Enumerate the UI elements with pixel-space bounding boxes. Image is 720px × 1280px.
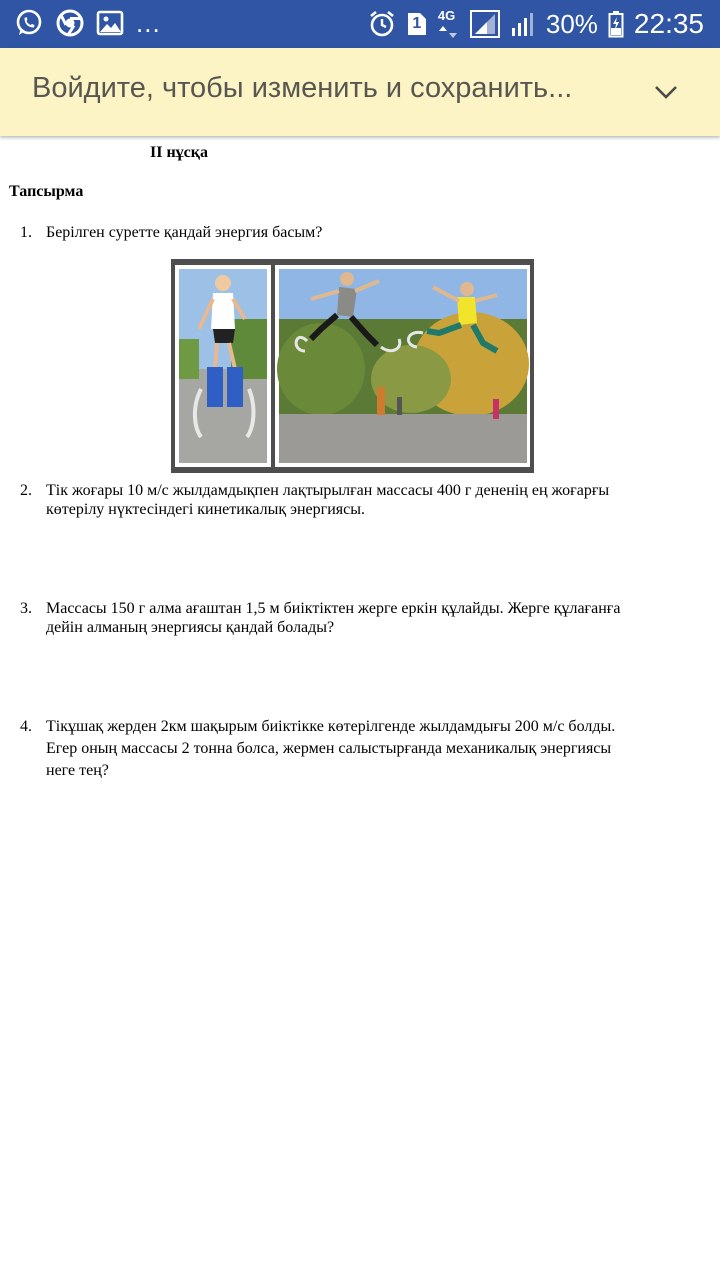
- alarm-icon: [368, 10, 396, 38]
- network-type: [438, 9, 460, 39]
- question-line: Берілген суретте қандай энергия басым?: [46, 224, 323, 241]
- sign-in-banner-text[interactable]: Войдите, чтобы изменить и сохранить...: [32, 72, 573, 104]
- question-text: [46, 599, 712, 637]
- question-text: [46, 716, 712, 782]
- chrome-icon: [56, 9, 84, 37]
- question-4: [0, 716, 720, 786]
- chevron-down-icon[interactable]: [652, 78, 680, 106]
- more-notifications: ...: [136, 8, 161, 38]
- question-number: 4.: [20, 718, 32, 735]
- variant-title: II нұсқа: [150, 144, 208, 161]
- section-title: Тапсырма: [9, 183, 84, 200]
- question-number: 2.: [20, 482, 32, 499]
- signal-sim2-icon: [510, 10, 536, 38]
- document-page: [0, 136, 720, 1280]
- sim-number: 1: [412, 15, 422, 32]
- question-line: көтерілу нүктесіндегі кинетикалық энергиясы.: [46, 501, 365, 518]
- sim-badge: [406, 11, 428, 37]
- network-type-label: 4G: [437, 8, 456, 23]
- whatsapp-icon: [14, 8, 44, 38]
- question-line: неге тең?: [46, 762, 109, 779]
- question-line: дейін алманың энергиясы қандай болады?: [46, 619, 335, 636]
- question-number: 1.: [20, 224, 32, 241]
- question-3: [0, 599, 720, 639]
- gallery-icon: [96, 10, 124, 36]
- question-1: [0, 223, 720, 243]
- question-line: Тік жоғары 10 м/с жылдамдықпен лақтырылған массасы 400 г дененің ең жоғарғы: [46, 482, 610, 499]
- data-arrows-icon: [438, 25, 460, 39]
- battery-icon: [608, 10, 624, 38]
- signal-sim1-icon: [470, 10, 500, 38]
- clock: 22:35: [633, 8, 704, 39]
- question-number: 3.: [20, 600, 32, 617]
- question-line: Егер оның массасы 2 тонна болса, жермен салыстырғанда механикалық энергиясы: [46, 740, 612, 757]
- question-2: [0, 481, 720, 521]
- jumping-stilts-photo: [171, 259, 534, 473]
- system-icons: [368, 6, 704, 42]
- question-line: Тікұшақ жерден 2км шақырым биіктікке көтерілгенде жылдамдығы 200 м/с болды.: [46, 718, 616, 735]
- status-bar: [0, 0, 720, 48]
- sign-in-banner[interactable]: [0, 48, 720, 136]
- question-text: [46, 481, 712, 519]
- notification-icons: [14, 8, 161, 38]
- battery-percent: 30%: [545, 9, 598, 39]
- question-line: Массасы 150 г алма ағаштан 1,5 м биіктіктен жерге еркін құлайды. Жерге құлағанға: [46, 600, 621, 617]
- question-text: [46, 223, 712, 242]
